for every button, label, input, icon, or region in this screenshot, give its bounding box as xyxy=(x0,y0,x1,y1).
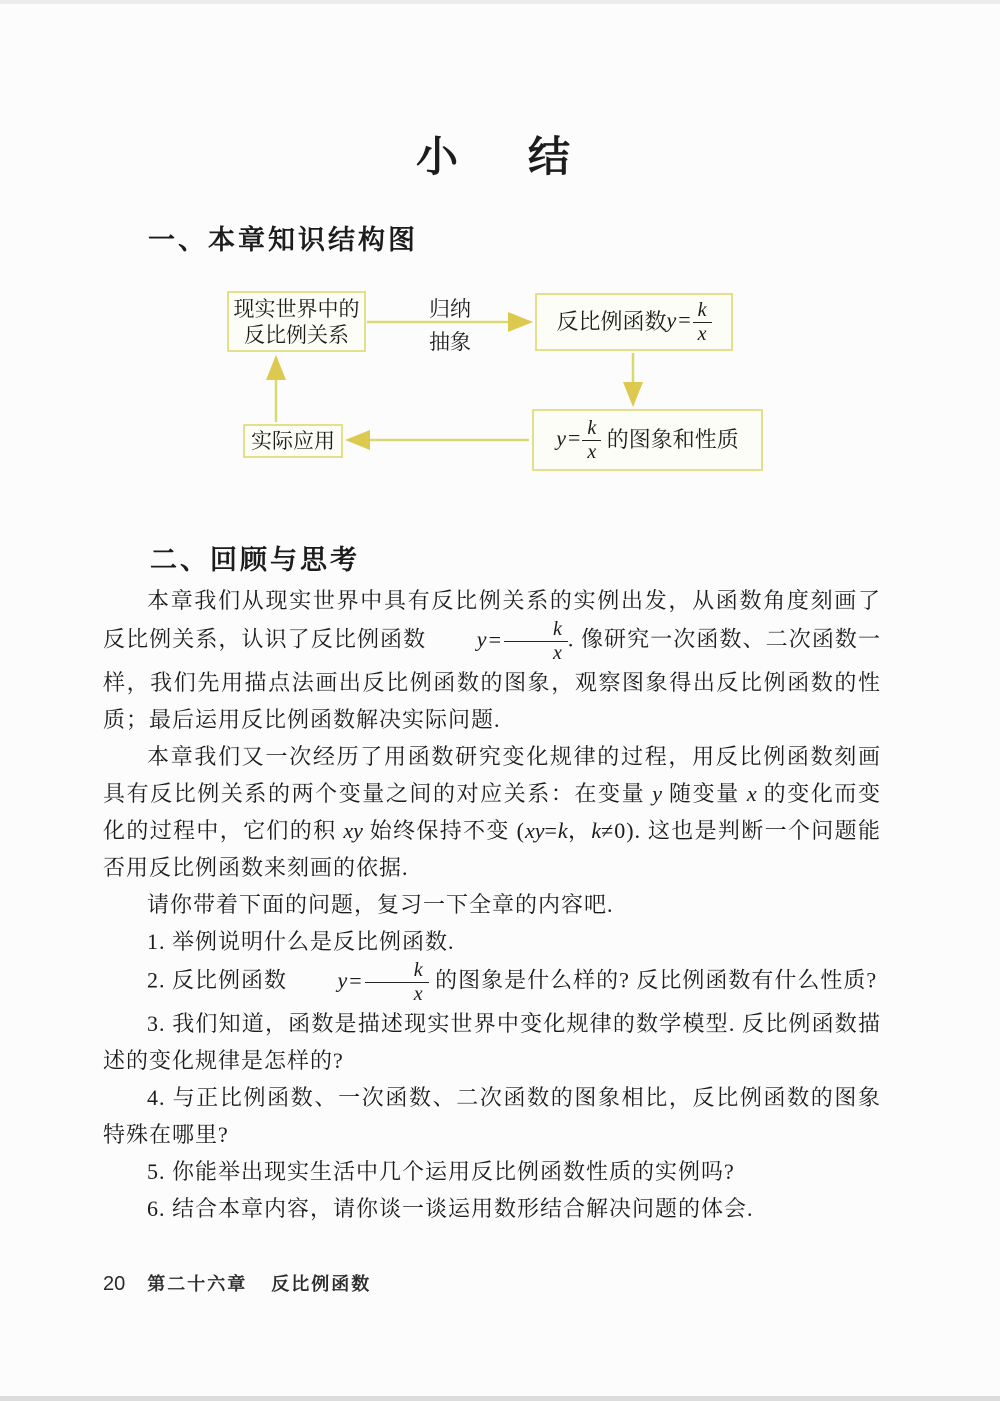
review-section xyxy=(103,544,881,1227)
section-heading-knowledge-structure: 一、本章知识结构图 xyxy=(148,225,418,255)
flowchart-box-application: 实际应用 xyxy=(243,424,343,458)
question-4: 4. 与正比例函数、一次函数、二次函数的图象相比，反比例函数的图象特殊在哪里? xyxy=(103,1085,881,1147)
page-title: 小 结 xyxy=(415,135,584,181)
question-2: 2. 反比例函数 y= $\frac{k}{x}$ 的图象是什么样的? 反比例函数有什么性质? xyxy=(147,959,878,1005)
formula-y-eq-k-over-x: y= $\frac{k}{x}$ xyxy=(294,960,429,1005)
flowchart-arrow-label-abstraction: 抽象 xyxy=(429,330,471,354)
formula-y-eq-k-over-x: y= $\frac{k}{x}$ xyxy=(666,300,711,345)
page-top-edge xyxy=(0,0,1000,4)
question-3: 3. 我们知道，函数是描述现实世界中变化规律的数学模型. 反比例函数描述的变化规律是怎样的? xyxy=(103,1011,881,1073)
footer-chapter: 第二十六章 xyxy=(147,1274,248,1294)
flowchart-box-inverse-function-label: 反比例函数 xyxy=(556,309,667,334)
flowchart-box-real-world xyxy=(227,291,366,352)
flowchart-arrow-label-induction: 归纳 xyxy=(429,297,471,321)
flowchart-box-inverse-function xyxy=(535,293,733,351)
page-footer xyxy=(103,1270,371,1296)
paragraph-chapter-summary-2: 本章我们又一次经历了用函数研究变化规律的过程，用反比例函数刻画具有反比例关系的两个变量之间的对应关系：在变量 y 随变量 x 的变化而变化的过程中，它们的积 xy 始终保持不变 (xy=k，k≠0). 这也是判断一个问题能否用反比例函数来刻画的依据. xyxy=(103,744,881,880)
page-bottom-edge xyxy=(0,1396,1000,1401)
question-5: 5. 你能举出现实生活中几个运用反比例函数性质的实例吗? xyxy=(147,1159,735,1184)
paragraph-review-prompt: 请你带着下面的问题，复习一下全章的内容吧. xyxy=(147,892,614,917)
page-number: 20 xyxy=(103,1273,126,1295)
footer-chapter-title: 反比例函数 xyxy=(271,1274,372,1294)
flowchart-box-real-world-text: 现实世界中的 反比例关系 xyxy=(233,296,360,347)
flowchart-box-graph-properties-label: 的图象和性质 xyxy=(601,427,739,452)
formula-y-eq-k-over-x: y= $\frac{k}{x}$ xyxy=(433,619,568,664)
flowchart-box-graph-properties xyxy=(532,409,763,471)
question-1: 1. 举例说明什么是反比例函数. xyxy=(147,929,455,954)
paragraph-chapter-summary-1: 本章我们从现实世界中具有反比例关系的实例出发，从函数角度刻画了反比例关系，认识了反比例函数 y= $\frac{k}{x}$ . 像研究一次函数、二次函数一样，我们先用描点法画出反比例函数的图象，观察图象得出反比例函数的性质；最后运用反比例函数解决实际问题. xyxy=(103,588,881,732)
question-6: 6. 结合本章内容，请你谈一谈运用数形结合解决问题的体会. xyxy=(147,1196,754,1221)
section-heading-review: 二、回顾与思考 xyxy=(150,545,360,575)
formula-y-eq-k-over-x: y= $\frac{k}{x}$ xyxy=(556,418,601,463)
